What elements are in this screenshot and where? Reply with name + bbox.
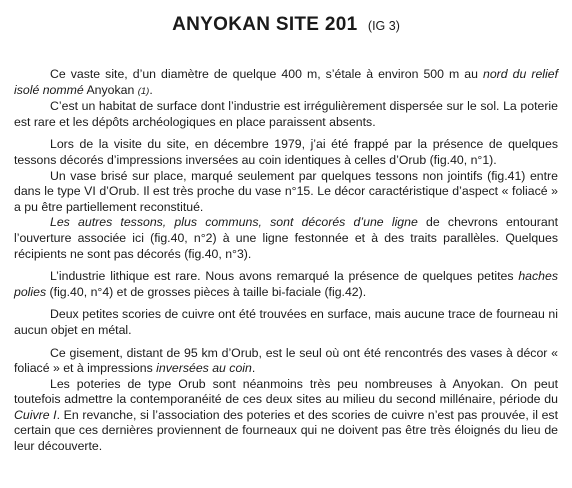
paragraph — [14, 67, 558, 99]
text-run: Les autres tessons, plus communs, sont décorés d’une ligne — [50, 215, 418, 230]
text-run: nord du relief isolé nommé — [14, 67, 559, 97]
body-text — [14, 67, 558, 455]
paragraph — [14, 99, 558, 130]
text-run: Un vase brisé sur place, marqué seulement par quelques tessons non jointifs (fig.41) entre dans le type VI d’Orub. Il est très proche du vase n°15. Le décor caractéristique d’aspect « foliacé » a pu être partiellement reconstitué. — [14, 168, 558, 214]
footnote-ref: (1) — [137, 85, 150, 97]
text-run: Anyokan — [83, 82, 138, 97]
paragraph — [14, 169, 558, 216]
text-run: haches polies — [14, 269, 558, 299]
text-run: Les poteries de type Orub sont néanmoins très peu nombreuses à Anyokan. On peut toutefois admettre la contemporanéité de ces deux sites au milieu du second millénaire, période du — [14, 376, 558, 407]
paragraph — [14, 307, 558, 338]
text-run: Lors de la visite du site, en décembre 1979, j’ai été frappé par la présence de quelques tessons décorés d’impressions inversées au coin identiques à celles d’Orub (fig.40, n°1). — [14, 137, 558, 167]
paragraph — [14, 269, 558, 300]
text-run: . — [149, 82, 153, 97]
text-run: Ce vaste site, d’un diamètre de quelque 400 m, s’étale à environ 500 m au — [50, 67, 483, 81]
text-run: . — [251, 361, 256, 376]
text-run: Cuivre I — [14, 407, 57, 422]
paragraph — [14, 215, 558, 262]
text-run: inversées au coin — [156, 361, 252, 376]
text-run: Ce gisement, distant de 95 km d’Orub, est le seul où ont été rencontrés des vases à décor « foliacé » et à impressions — [14, 345, 558, 376]
text-run: (fig.40, n°4) et de grosses pièces à taille bi-faciale (fig.42). — [46, 284, 367, 299]
text-run: . En revanche, si l’association des poteries et des scories de cuivre n’est pas prouvée, il est certain que ces dernières proviennent de fourneaux qui ne doivent pas être très éloignés du lieu de leur découverte. — [14, 407, 558, 454]
text-run: Deux petites scories de cuivre ont été trouvées en surface, mais aucune trace de fourneau ni aucun objet en métal. — [14, 307, 558, 337]
paragraph — [14, 137, 558, 168]
site-title: ANYOKAN SITE 201 — [172, 14, 358, 35]
paragraph — [14, 346, 558, 377]
paragraph — [14, 377, 558, 455]
text-run: de chevrons entourant l’ouverture associée ici (fig.40, n°2) à une ligne festonnée et à des traits parallèles. Quelques récipients ne sont pas décorés (fig.40, n°3). — [14, 215, 558, 261]
text-run: C’est un habitat de surface dont l’industrie est irrégulièrement dispersée sur le sol. La poterie est rare et les dépôts archéologiques en place paraissent absents. — [14, 99, 558, 129]
page-title — [14, 14, 558, 37]
site-code: (IG 3) — [367, 19, 400, 33]
text-run: L’industrie lithique est rare. Nous avons remarqué la présence de quelques petites — [50, 269, 519, 284]
